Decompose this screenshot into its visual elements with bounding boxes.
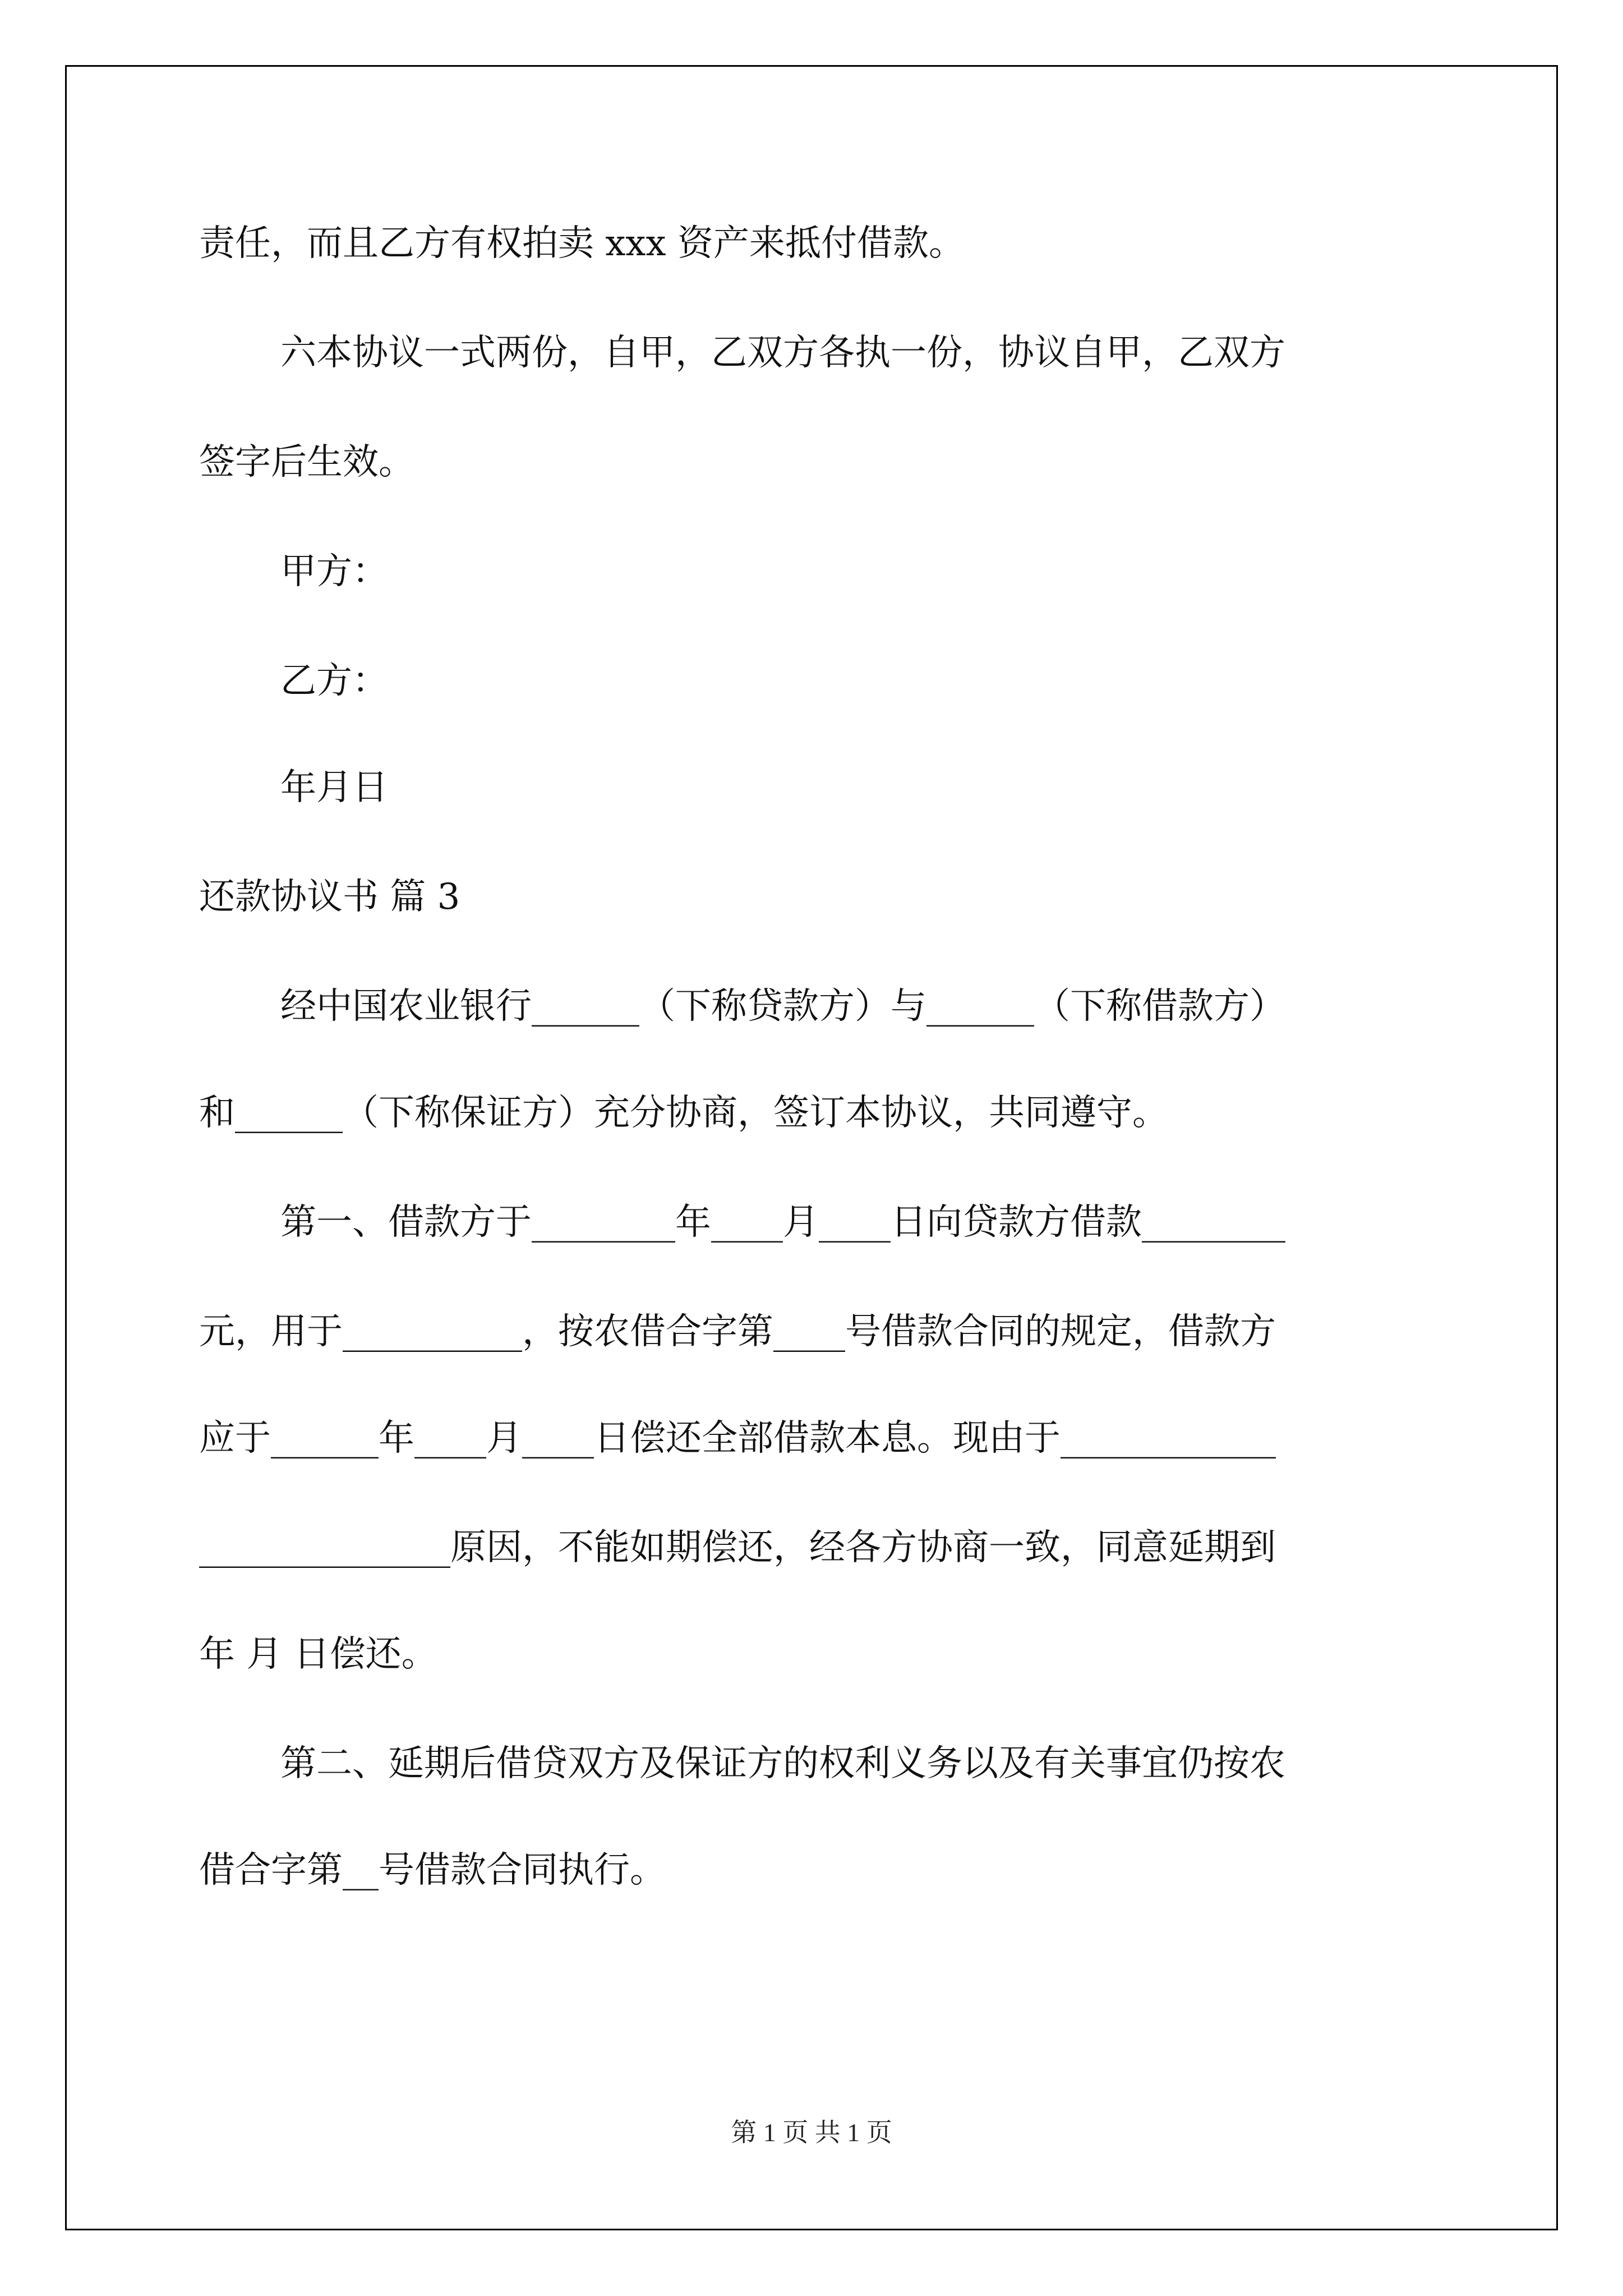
- paragraph-line: 经中国农业银行______（下称贷款方）与______（下称借款方）: [280, 986, 1285, 1027]
- paragraph-line: 第一、借款方于________年____月____日向贷款方借款________: [280, 1202, 1285, 1243]
- paragraph-line: 借合字第__号借款合同执行。: [199, 1849, 666, 1891]
- paragraph-line: 年 月 日偿还。: [199, 1634, 437, 1675]
- paragraph-line: ______________原因，不能如期偿还，经各方协商一致，同意延期到: [199, 1527, 1276, 1568]
- paragraph-line: 应于______年____月____日偿还全部借款本息。现由于____________: [199, 1418, 1276, 1459]
- section-title: 还款协议书 篇 3: [199, 876, 460, 918]
- page-border: [65, 65, 1558, 2230]
- paragraph-line: 六本协议一式两份，自甲，乙双方各执一份，协议自甲，乙双方: [280, 332, 1285, 374]
- party-b-label: 乙方：: [280, 660, 388, 702]
- page-footer: 第 1 页 共 1 页: [731, 2118, 892, 2147]
- party-a-label: 甲方：: [280, 551, 388, 592]
- paragraph-line: 元，用于__________，按农借合字第____号借款合同的规定，借款方: [199, 1311, 1276, 1352]
- paragraph-line: 第二、延期后借贷双方及保证方的权利义务以及有关事宜仍按农: [280, 1743, 1285, 1784]
- date-line: 年月日: [280, 767, 388, 808]
- paragraph-line: 和______（下称保证方）充分协商，签订本协议，共同遵守。: [199, 1092, 1168, 1134]
- paragraph-line: 签字后生效。: [199, 441, 414, 483]
- paragraph-line: 责任，而且乙方有权拍卖 xxx 资产来抵付借款。: [199, 223, 965, 264]
